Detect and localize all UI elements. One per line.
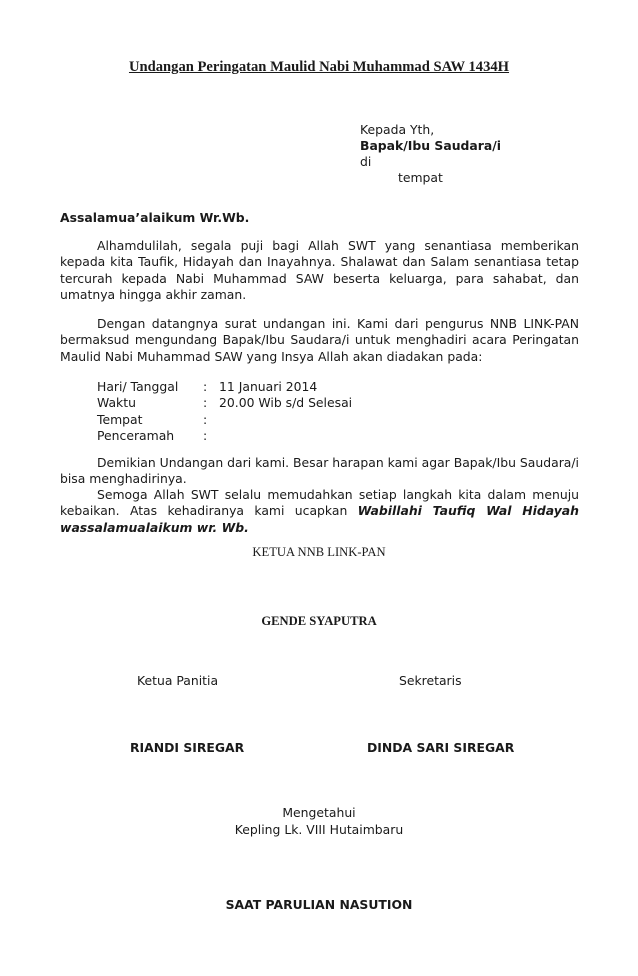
acknowledged-name: SAAT PARULIAN NASUTION [225,897,413,912]
letter-title: Undangan Peringatan Maulid Nabi Muhammad SAW 1434H [128,59,510,75]
detail-colon: : [203,395,208,411]
recipient-line-4: tempat [398,170,443,185]
acknowledged-line-1: Mengetahui [282,805,356,820]
paragraph-opening-text: Alhamdulilah, segala puji bagi Allah SWT yang senantiasa memberikan kepada kita Taufik, Hidayah dan Inayahnya. Shalawat dan Salam senantiasa tetap tercurah kepada Nabi Muhammad SAW beserta keluarga, para sahabat, dan umatnya hingga akhir zaman. [60,238,579,303]
detail-row [97,428,352,444]
greeting: Assalamua’alaikum Wr.Wb. [60,210,250,225]
paragraph-closing [60,455,579,488]
detail-colon: : [203,379,208,394]
detail-row [97,379,352,395]
paragraph-invitation [60,316,579,365]
event-details [97,379,352,445]
closing-salutation: Wabillahi Taufiq Wal Hidayah wassalamualaikum wr. Wb. [60,503,579,535]
committee-chair-name: RIANDI SIREGAR [130,740,245,755]
detail-label: Penceramah [97,428,175,444]
paragraph-prayer [60,487,579,536]
detail-colon: : [203,411,208,427]
detail-value: 11 Januari 2014 [219,379,318,394]
recipient-line-2: Bapak/Ibu Saudara/i [360,138,501,153]
paragraph-closing-text: Demikian Undangan dari kami. Besar harapan kami agar Bapak/Ibu Saudara/i bisa menghadirinya. [60,455,579,487]
detail-value: 20.00 Wib s/d Selesai [219,395,353,411]
secretary-title: Sekretaris [399,673,462,688]
acknowledged-block [0,804,638,838]
paragraph-prayer-text: Semoga Allah SWT selalu memudahkan setiap langkah kita dalam menuju kebaikan. Atas kehadiranya kami ucapkan [60,487,579,519]
paragraph-invitation-text: Dengan datangnya surat undangan ini. Kami dari pengurus NNB LINK-PAN bermaksud mengundang Bapak/Ibu Saudara/i untuk menghadiri acara Peringatan Maulid Nabi Muhammad SAW yang Insya Allah akan diadakan pada: [60,316,579,364]
acknowledged-line-2: Kepling Lk. VIII Hutaimbaru [234,822,404,837]
recipient-line-1: Kepada Yth, [360,122,435,137]
committee-chair-title: Ketua Panitia [137,673,219,688]
paragraph-opening [60,238,579,304]
chair-org-name: GENDE SYAPUTRA [261,614,377,628]
detail-label: Hari/ Tanggal [97,379,179,394]
recipient-block [360,122,501,186]
detail-label: Waktu [97,395,136,411]
detail-label: Tempat [97,411,143,427]
detail-colon: : [203,428,208,444]
detail-row [97,395,352,411]
secretary-name: DINDA SARI SIREGAR [367,740,515,755]
recipient-line-3: di [360,154,372,169]
detail-row [97,412,352,428]
chair-org-title: KETUA NNB LINK-PAN [252,545,386,559]
